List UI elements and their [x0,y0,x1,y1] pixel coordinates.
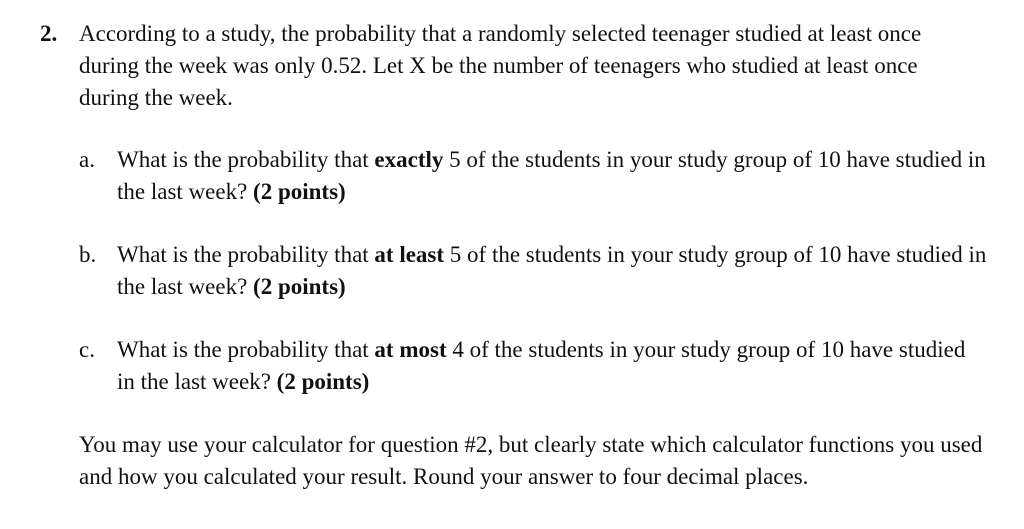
part-text [117,334,987,398]
part-text-post: 4 of the students in your study group of 10 have studied in the last week? [117,337,966,394]
part-emphasis: at most [374,337,447,362]
part-letter: b. [79,242,97,267]
part-text-pre: What is the probability that [117,147,375,172]
question-number: 2. [40,21,58,46]
question-stem: According to a study, the probability that a randomly selected teenager studied at least once during the week was only 0.52. Let X be the number of teenagers who studied at least once during the week. [79,21,922,110]
part-text-post: 5 of the students in your study group of 10 have studied in the last week? [117,147,986,204]
question-2 [40,18,1000,493]
part-b [79,239,1000,303]
part-emphasis: exactly [374,147,444,172]
part-text-pre: What is the probability that [117,242,375,267]
part-c [79,334,1000,398]
calculator-note: You may use your calculator for question #2, but clearly state which calculator functions you used and how you calculated your result. Round your answer to four decimal places. [79,432,983,489]
part-text-post: 5 of the students in your study group of 10 have studied in the last week? [117,242,987,299]
part-points: (2 points) [253,179,346,204]
part-text [117,144,987,208]
part-emphasis: at least [374,242,445,267]
part-text-pre: What is the probability that [117,337,375,362]
part-a [79,144,1000,208]
part-letter: c. [79,337,95,362]
part-letter: a. [79,147,95,172]
part-points: (2 points) [253,274,346,299]
part-points: (2 points) [276,369,370,394]
part-text [117,239,987,303]
question-parts [40,144,1000,398]
